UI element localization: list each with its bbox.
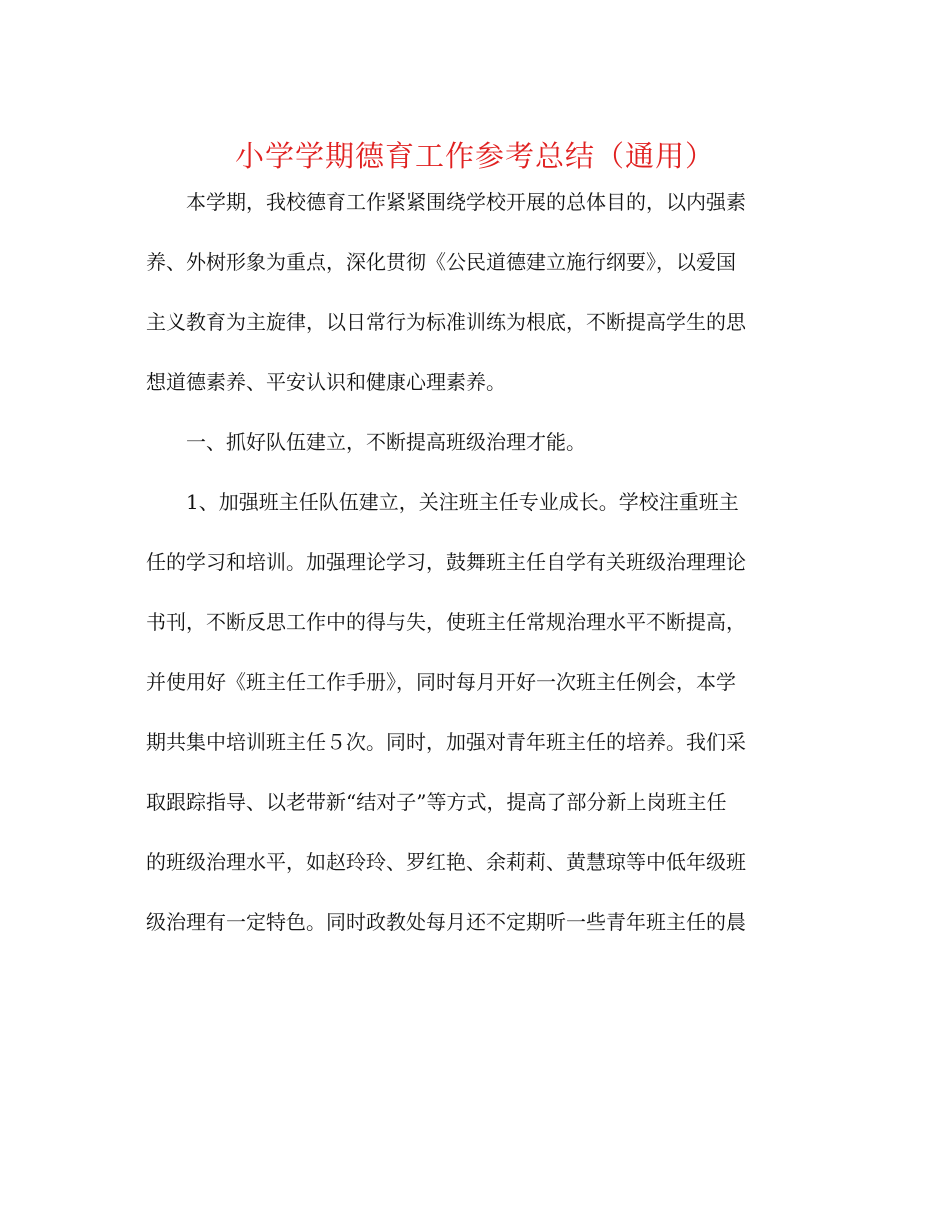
paragraph-line: 本学期，我校德育工作紧紧围绕学校开展的总体目的，以内强素 <box>186 190 746 214</box>
paragraph-line: 书刊，不断反思工作中的得与失，使班主任常规治理水平不断提高， <box>146 610 746 634</box>
paragraph-line: 养、外树形象为重点，深化贯彻《公民道德建立施行纲要》，以爱国 <box>146 250 736 274</box>
paragraph-line: 想道德素养、平安认识和健康心理素养。 <box>146 370 506 394</box>
paragraph-line: 级治理有一定特色。同时政教处每月还不定期听一些青年班主任的晨 <box>146 910 746 934</box>
paragraph-line: 取跟踪指导、以老带新“结对子”等方式，提高了部分新上岗班主任 <box>146 790 727 814</box>
paragraph-line: 主义教育为主旋律，以日常行为标准训练为根底，不断提高学生的思 <box>146 310 746 334</box>
document-title: 小学学期德育工作参考总结（通用） <box>234 139 715 173</box>
paragraph-line: 期共集中培训班主任５次。同时，加强对青年班主任的培养。我们采 <box>146 730 746 754</box>
paragraph-line: 并使用好《班主任工作手册》，同时每月开好一次班主任例会，本学 <box>146 670 736 694</box>
document-body <box>146 188 802 936</box>
paragraph-line: 的班级治理水平，如赵玲玲、罗红艳、余莉莉、黄慧琼等中低年级班 <box>146 850 746 874</box>
section-heading: 一、抓好队伍建立，不断提高班级治理才能。 <box>186 430 586 454</box>
paragraph-line: 任的学习和培训。加强理论学习，鼓舞班主任自学有关班级治理理论 <box>146 550 746 574</box>
paragraph-line: 1、加强班主任队伍建立，关注班主任专业成长。学校注重班主 <box>186 490 739 514</box>
paragraph-3 <box>146 488 802 936</box>
paragraph-1 <box>146 188 802 396</box>
paragraph-2 <box>146 428 802 456</box>
